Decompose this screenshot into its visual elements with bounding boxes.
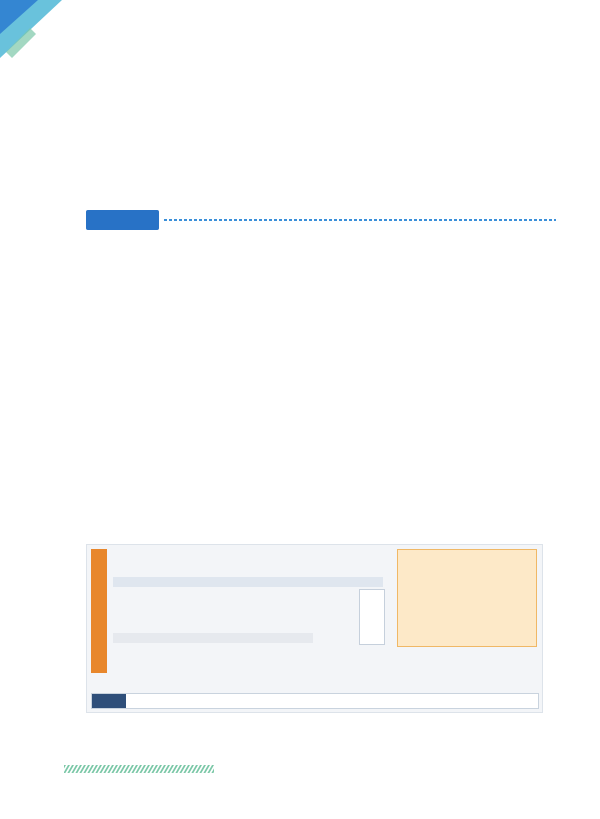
section-header [86, 210, 556, 230]
diagram-modules [113, 590, 313, 630]
diagram-left-label [91, 549, 107, 673]
diagram-network-bar [91, 693, 539, 709]
diagram-platform-bar [113, 633, 313, 643]
diagram-right-panel [397, 549, 537, 647]
diagram-integration-interface [359, 589, 385, 645]
diagram-network-label [92, 694, 126, 708]
diagram-right-items [398, 550, 536, 646]
footer-stripe-decoration [64, 765, 214, 773]
diagram-bottom-groups [111, 653, 531, 689]
section-title [86, 210, 159, 230]
diagram-banner [113, 577, 383, 587]
diagram-top-row [113, 548, 413, 574]
corner-decoration [0, 0, 70, 70]
section-divider [164, 219, 556, 221]
platform-architecture-diagram [86, 544, 543, 713]
